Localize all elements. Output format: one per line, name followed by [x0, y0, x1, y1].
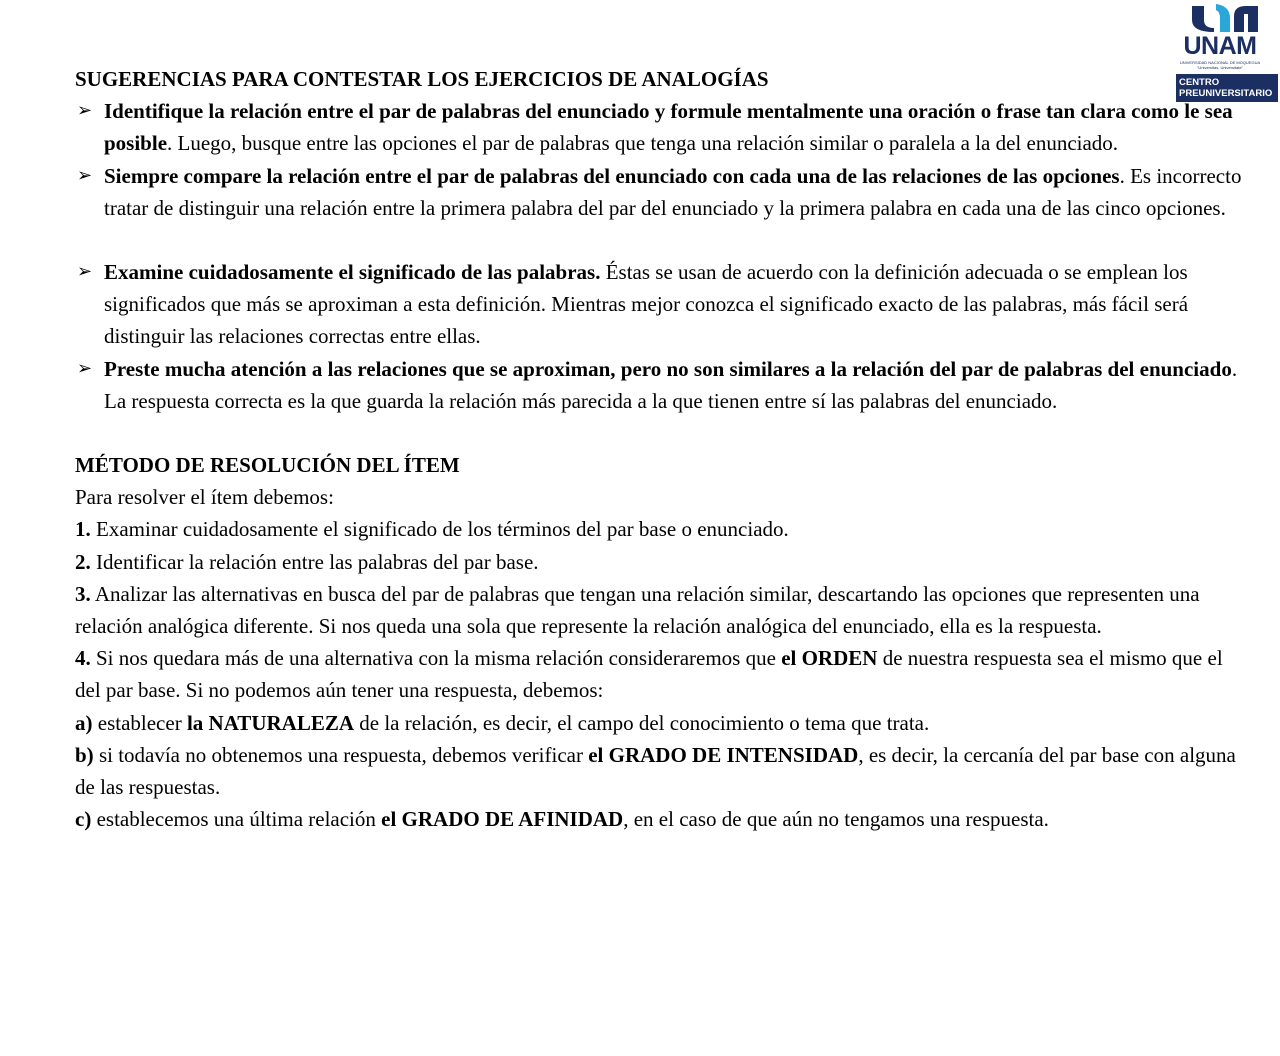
method-substep-b: b) si todavía no obtenemos una respuesta, debemos verificar el GRADO DE INTENSIDAD, es decir, la cercanía del par base con alguna de las respuestas.: [75, 742, 1236, 800]
suggestion-item: ➢ Preste mucha atención a las relaciones que se aproximan, pero no son similares a la relación del par de palabras del enunciado. La respuesta correcta es la que guarda la relación más parecida a la que tienen entre sí las palabras del enunciado.: [75, 353, 1245, 417]
suggestion-item: ➢ Examine cuidadosamente el significado de las palabras. Éstas se usan de acuerdo con la definición adecuada o se emplean los significados que más se aproximan a esta definición. Mientras mejor conozca el significado exacto de las palabras, más fácil será distinguir las relaciones correctas entre ellas.: [75, 256, 1245, 353]
method-substep-c: c) establecemos una última relación el GRADO DE AFINIDAD, en el caso de que aún no tengamos una respuesta.: [75, 807, 1049, 832]
suggestions-list: [75, 95, 1245, 417]
method-substep-a: a) establecer la NATURALEZA de la relación, es decir, el campo del conocimiento o tema que trata.: [75, 710, 930, 735]
method-step-4: 4. Si nos quedara más de una alternativa con la misma relación consideraremos que el ORDEN de nuestra respuesta sea el mismo que el del par base. Si no podemos aún tener una respuesta, debemos:: [75, 646, 1223, 703]
arrow-bullet-icon: ➢: [77, 100, 93, 122]
suggestion-item: ➢ Siempre compare la relación entre el par de palabras del enunciado con cada una de las relaciones de las opciones. Es incorrecto tratar de distinguir una relación entre la primera palabra del par del enunciado y la primera palabra en cada una de las cinco opciones.: [75, 160, 1245, 224]
section-heading-metodo: MÉTODO DE RESOLUCIÓN DEL ÍTEM: [75, 453, 460, 478]
logo-subtitle: UNIVERSIDAD NACIONAL DE MOQUEGUA "Universitas, Universitate": [1179, 60, 1261, 70]
logo-name: UNAM: [1183, 32, 1257, 60]
spacer: [75, 224, 1245, 256]
arrow-bullet-icon: ➢: [77, 164, 93, 186]
arrow-bullet-icon: ➢: [77, 261, 93, 283]
unam-emblem-icon: [1184, 2, 1268, 34]
suggestion-item: ➢ Identifique la relación entre el par de palabras del enunciado y formule mentalmente una oración o frase tan clara como le sea posible. Luego, busque entre las opciones el par de palabras que tenga una relación similar o paralela a la del enunciado.: [75, 95, 1245, 159]
method-step-3: 3. Analizar las alternativas en busca del par de palabras que tengan una relación similar, descartando las opciones que representen una relación analógica diferente. Si nos queda una sola que represente la relación analógica del enunciado, ella es la respuesta.: [75, 581, 1200, 639]
method-intro: Para resolver el ítem debemos:: [75, 485, 334, 510]
logo-unit-banner: CENTRO PREUNIVERSITARIO: [1176, 74, 1278, 102]
document-body: [75, 63, 1245, 835]
spacer: [75, 417, 1245, 449]
section-heading-sugerencias: SUGERENCIAS PARA CONTESTAR LOS EJERCICIOS DE ANALOGÍAS: [75, 67, 769, 91]
arrow-bullet-icon: ➢: [77, 357, 93, 379]
method-step-2: 2. Identificar la relación entre las palabras del par base.: [75, 549, 539, 574]
method-step-1: 1. Examinar cuidadosamente el significado de los términos del par base o enunciado.: [75, 517, 789, 542]
